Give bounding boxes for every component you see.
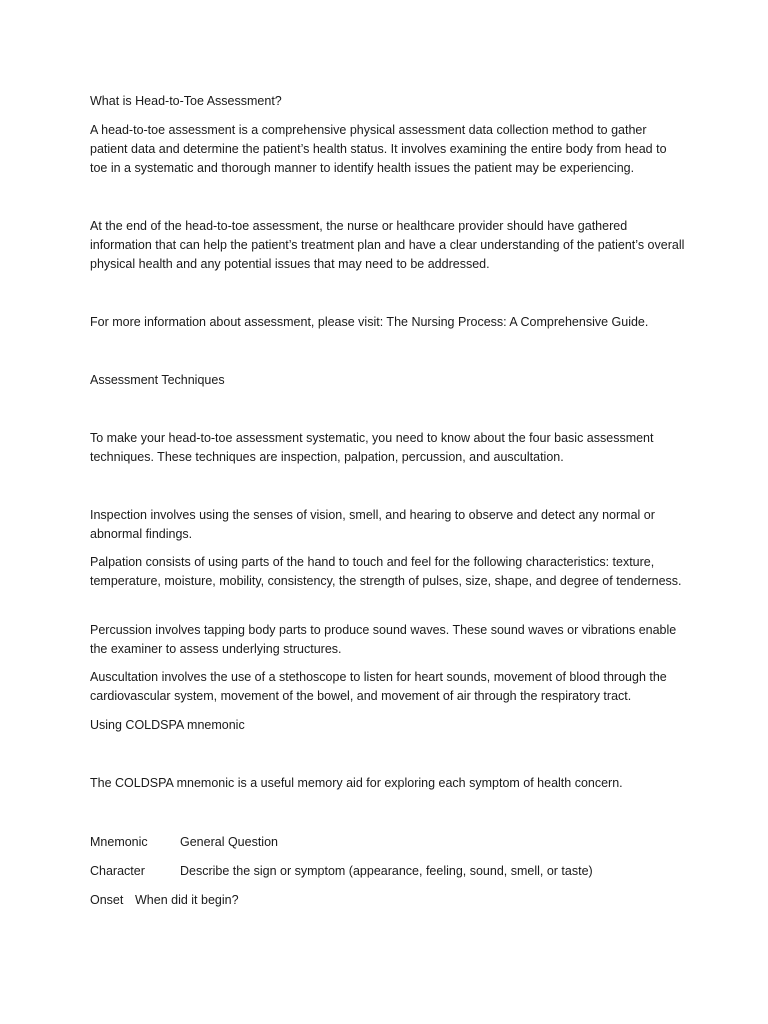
heading-what-is: What is Head-to-Toe Assessment? bbox=[90, 94, 282, 108]
table-cell-text: General Question bbox=[180, 835, 278, 849]
table-cell-text: When did it begin? bbox=[135, 893, 239, 907]
heading-techniques: Assessment Techniques bbox=[90, 373, 225, 387]
paragraph-end: At the end of the head-to-toe assessment, the nurse or healthcare provider should have gathered information that can help the patient’s treatment plan and have a clear understanding of the patient’s overall physical health and any potential issues that may need to be addressed. bbox=[90, 219, 685, 271]
table-row bbox=[90, 833, 690, 852]
table-cell-label: Mnemonic bbox=[90, 835, 148, 849]
paragraph-inspection: Inspection involves using the senses of vision, smell, and hearing to observe and detect any normal or abnormal findings. bbox=[90, 508, 655, 541]
paragraph-palpation: Palpation consists of using parts of the hand to touch and feel for the following characteristics: texture, temperature, moisture, mobility, consistency, the strength of pulses, size, shape, and degree of tenderness. bbox=[90, 555, 682, 588]
heading-coldspa: Using COLDSPA mnemonic bbox=[90, 718, 245, 732]
table-row bbox=[90, 862, 690, 881]
paragraph-techniques: To make your head-to-toe assessment systematic, you need to know about the four basic assessment techniques. These techniques are inspection, palpation, percussion, and auscultation. bbox=[90, 431, 654, 464]
paragraph-intro: A head-to-toe assessment is a comprehensive physical assessment data collection method to gather patient data and determine the patient’s health status. It involves examining the entire body from head to toe in a systematic and thorough manner to identify health issues the patient may be experiencing. bbox=[90, 123, 667, 175]
table-cell-label: Onset bbox=[90, 893, 124, 907]
paragraph-auscultation: Auscultation involves the use of a stethoscope to listen for heart sounds, movement of blood through the cardiovascular system, movement of the bowel, and movement of air through the respiratory tract. bbox=[90, 670, 667, 703]
table-cell-text: Describe the sign or symptom (appearance, feeling, sound, smell, or taste) bbox=[180, 864, 593, 878]
table-row bbox=[90, 891, 690, 910]
paragraph-coldspa: The COLDSPA mnemonic is a useful memory aid for exploring each symptom of health concern. bbox=[90, 776, 623, 790]
paragraph-more-info: For more information about assessment, please visit: The Nursing Process: A Comprehensive Guide. bbox=[90, 315, 649, 329]
table-cell-label: Character bbox=[90, 864, 145, 878]
paragraph-percussion: Percussion involves tapping body parts to produce sound waves. These sound waves or vibrations enable the examiner to assess underlying structures. bbox=[90, 623, 677, 656]
